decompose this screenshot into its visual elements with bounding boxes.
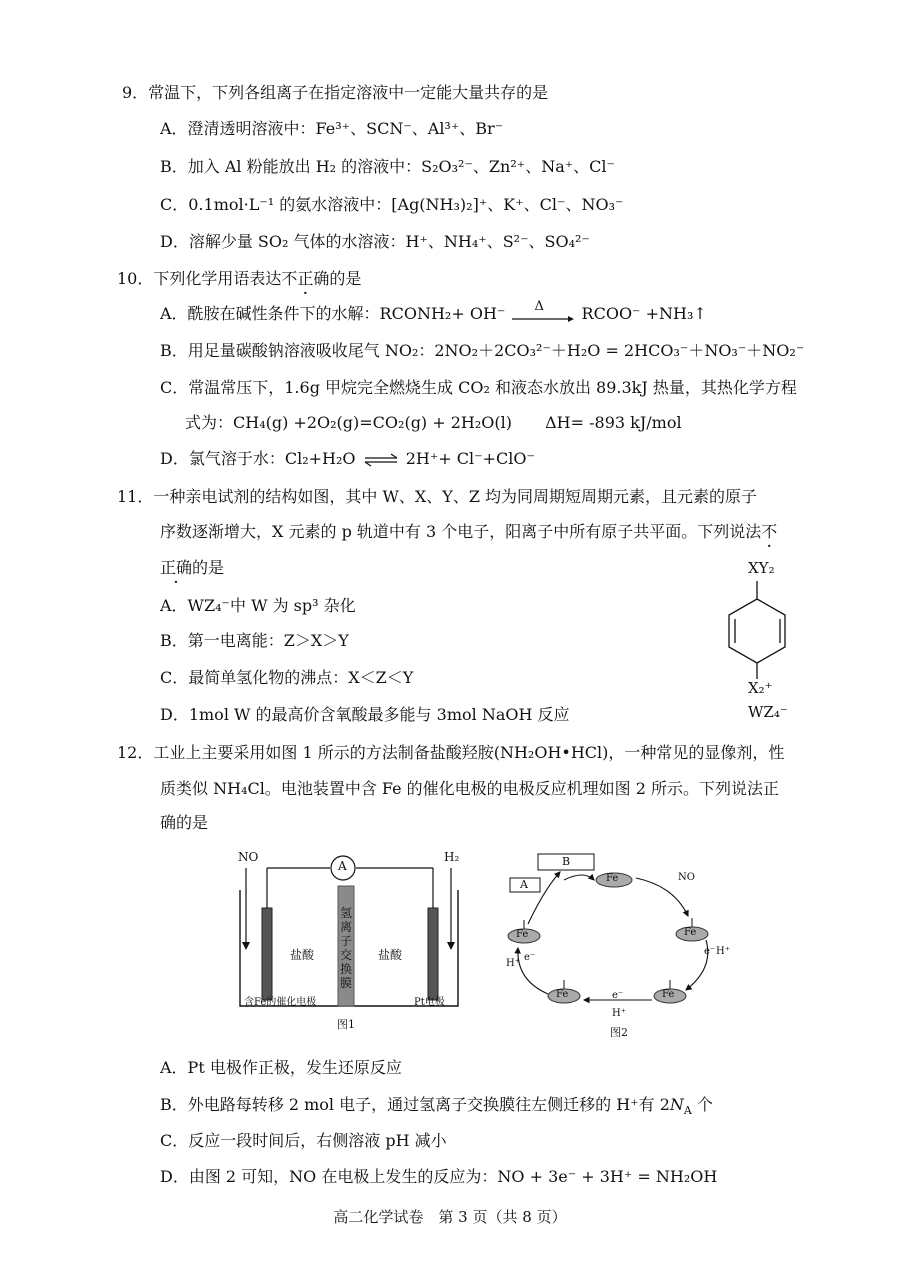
membrane-label: 氢离子交换膜: [340, 906, 353, 990]
structure-top-label: XY₂: [748, 559, 775, 577]
q10-option-a-pre: A．酰胺在碱性条件下的水解：RCONH₂+ OH⁻: [160, 304, 506, 323]
q10-stem-emphasis: 不正确: [281, 269, 330, 288]
page-footer: 高二化学试卷 第 3 页（共 8 页）: [333, 1208, 567, 1226]
q12-stem-line2: 质类似 NH₄Cl。电池装置中含 Fe 的催化电极的电极反应机理如图 2 所示。下列说法正: [160, 779, 780, 798]
fig2-box-b-label: B: [562, 855, 571, 868]
proton-label: H⁺: [716, 946, 730, 957]
fe-label: Fe: [684, 927, 697, 938]
q10-option-a: [160, 298, 707, 325]
q12-stem-line3: 确的是: [160, 813, 209, 832]
figure-2: [494, 850, 744, 1040]
q10-option-d-post: 2H⁺+ Cl⁻+ClO⁻: [405, 449, 535, 468]
fe-label: Fe: [662, 989, 675, 1000]
q11-option-c: C．最简单氢化物的沸点：X＜Z＜Y: [160, 668, 414, 687]
q9-stem: 9．常温下，下列各组离子在指定溶液中一定能大量共存的是: [122, 83, 549, 102]
h2-inlet-label: H₂: [444, 850, 460, 864]
reaction-arrow: [510, 298, 576, 324]
q12-option-b: [160, 1094, 713, 1122]
figure-1: [232, 846, 468, 1036]
benzene-ring-diagram: [700, 555, 820, 725]
figure-2-caption: 图2: [610, 1026, 628, 1039]
right-solution-label: 盐酸: [378, 948, 403, 962]
q10-stem: [117, 268, 361, 290]
structure-bottom-label: X₂⁺: [748, 679, 773, 697]
no-inlet-label: NO: [238, 850, 259, 864]
q11-stem-emphasis-1: 不: [761, 522, 778, 541]
left-electrode-label: 含Fe的催化电极: [244, 997, 317, 1008]
fe-label: Fe: [556, 989, 569, 1000]
q12-option-a: A．Pt 电极作正极，发生还原反应: [160, 1058, 402, 1077]
q10-option-a-post: RCOO⁻ +NH₃↑: [581, 304, 707, 323]
proton-label: H⁺: [612, 1008, 626, 1019]
q12-option-d: D．由图 2 可知，NO 在电极上发生的反应为：NO + 3e⁻ + 3H⁺ = NH₂OH: [160, 1167, 718, 1186]
q9-option-a: A．澄清透明溶液中：Fe³⁺、SCN⁻、Al³⁺、Br⁻: [160, 119, 504, 138]
q9-option-d: D．溶解少量 SO₂ 气体的水溶液：H⁺、NH₄⁺、S²⁻、SO₄²⁻: [160, 232, 590, 251]
proton-label: H⁺: [506, 958, 520, 969]
electron-label: e⁻: [524, 952, 536, 963]
q10-stem-post: 的是: [329, 269, 362, 288]
no-reactant-label: NO: [678, 872, 695, 883]
q9-option-b: B．加入 Al 粉能放出 H₂ 的溶液中：S₂O₃²⁻、Zn²⁺、Na⁺、Cl⁻: [160, 157, 615, 176]
q10-stem-pre: 10．下列化学用语表达: [117, 269, 282, 288]
q11-stem-line2-text: 序数逐渐增大，X 元素的 p 轨道中有 3 个电子，阳离子中所有原子共平面。下列说法: [160, 522, 762, 541]
structure-anion-label: WZ₄⁻: [748, 703, 788, 721]
fe-label: Fe: [606, 873, 619, 884]
ammeter-label: A: [338, 859, 347, 873]
q12-option-b-post: 个: [691, 1095, 713, 1114]
q11-option-d: D．1mol W 的最高价含氧酸最多能与 3mol NaOH 反应: [160, 705, 570, 724]
avogadro-subscript: A: [683, 1104, 692, 1118]
q11-option-b: B．第一电离能：Z＞X＞Y: [160, 631, 349, 650]
q10-option-c-line1: C．常温常压下，1.6g 甲烷完全燃烧生成 CO₂ 和液态水放出 89.3kJ 热量，其热化学方程: [160, 378, 797, 397]
q11-stem-line3: [160, 557, 224, 579]
equilibrium-arrow: [361, 452, 401, 468]
q11-option-a: A．WZ₄⁻中 W 为 sp³ 杂化: [160, 596, 356, 615]
q10-option-b: B．用足量碳酸钠溶液吸收尾气 NO₂：2NO₂＋2CO₃²⁻＋H₂O = 2HCO₃⁻＋NO₃⁻＋NO₂⁻: [160, 341, 805, 360]
q11-structure-figure: [700, 555, 820, 725]
electron-label: e⁻: [612, 990, 624, 1001]
q11-stem-line1: 11．一种亲电试剂的结构如图，其中 W、X、Y、Z 均为同周期短周期元素，且元素的原子: [117, 487, 758, 506]
heat-condition: Δ: [534, 298, 544, 314]
q11-stem-line2: [160, 521, 777, 543]
electron-label: e⁻: [704, 946, 716, 957]
fe-label: Fe: [516, 929, 529, 940]
avogadro-symbol: N: [669, 1095, 684, 1114]
q10-option-d-pre: D．氯气溶于水：Cl₂+H₂O: [160, 449, 356, 468]
q12-stem-line1: 12．工业上主要采用如图 1 所示的方法制备盐酸羟胺(NH₂OH•HCl)，一种常见的显像剂，性: [117, 743, 785, 762]
left-solution-label: 盐酸: [290, 948, 315, 962]
q10-option-c-equation: 式为：CH₄(g) +2O₂(g)=CO₂(g) + 2H₂O(l): [185, 413, 513, 432]
q10-option-d: [160, 448, 535, 470]
q12-option-b-text: B．外电路每转移 2 mol 电子，通过氢离子交换膜往左侧迁移的 H⁺有 2: [160, 1095, 670, 1114]
q10-option-c-line2: [185, 412, 682, 434]
q11-stem-emphasis-2: 正确: [160, 558, 193, 577]
q10-option-c-enthalpy: ΔH= -893 kJ/mol: [545, 413, 682, 432]
figure-1-caption: 图1: [337, 1018, 355, 1031]
q11-stem-line3-post: 的是: [192, 558, 225, 577]
fig2-box-a-label: A: [520, 878, 528, 891]
q9-option-c: C．0.1mol·L⁻¹ 的氨水溶液中：[Ag(NH₃)₂]⁺、K⁺、Cl⁻、NO₃⁻: [160, 195, 624, 214]
q12-option-c: C．反应一段时间后，右侧溶液 pH 减小: [160, 1131, 447, 1150]
right-electrode-label: Pt电极: [414, 997, 445, 1008]
